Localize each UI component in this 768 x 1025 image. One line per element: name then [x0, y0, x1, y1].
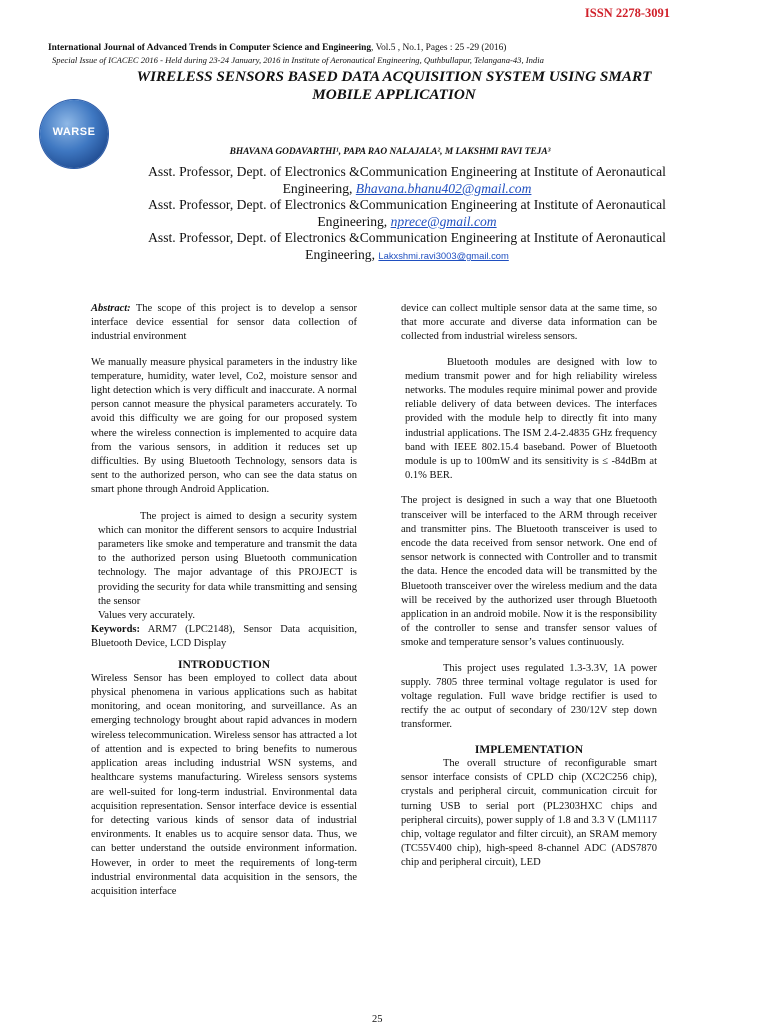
abstract-paragraph: [91, 302, 357, 345]
affiliation-3: [120, 229, 694, 264]
project-design-paragraph: The project is designed in such a way that one Bluetooth transceiver will be interfaced to the ARM through receiver and transmitter pins. The Bluetooth transceiver is used to encode the data received from sensor network. One end of sensor network is connected with Controller and to transmit the data. Hence the encoded data will be transmitted by the Bluetooth transceiver over the wireless medium and the data will be received by the authorized user through Bluetooth application in an android mobile. Now it is the responsibility of the controller to sense and transfer sensor values of smoke and temperature sensor’s values continuously.: [401, 495, 657, 649]
introduction-text: Wireless Sensor has been employed to collect data about physical phenomena in various applications such as habitat monitoring, and ocean monitoring, and surveillance. As an emerging technology brought about rapid advances in modern wireless telecommunication. Wireless sensor has attracted a lot of attention and is expected to bring benefits to numerous application areas including industrial WSN systems, and healthcare systems manufacturing. Wireless sensors systems are well-suited for long-term industrial. Environmental data acquisition representation. Sensor interface device is essential for detecting various kinds of sensor data of industrial environments. It enables us to acquire sensor data. Thus, we can better understand the outside environment information. However, in order to meet the requirements of long-term industrial environmental data acquisition in the sensors, the acquisition interface: [91, 672, 357, 897]
journal-volume-info: , Vol.5 , No.1, Pages : 25 -29 (2016): [371, 43, 507, 53]
affiliation-1-line-1: Asst. Professor, Dept. of Electronics &Communication Engineering at Institute of Aeronautical: [148, 164, 666, 179]
implementation-text: The overall structure of reconfigurable smart sensor interface consists of CPLD chip (XC2C256 chip), crystals and peripheral circuit, communication circuit for turning USB to serial port (PL2303HXC chips and peripheral circuits), power supply of 1.8 and 3.3 V (LM1117 chip, voltage regulator and filter circuit), an SRAM memory (TC55V400 chip), high-speed 8-channel ADC (ADS7870 chip and peripheral circuit), LED: [401, 757, 657, 869]
warse-logo-text: WARSE: [52, 126, 96, 138]
project-aim-tail: Values very accurately.: [98, 610, 195, 622]
email-link-3[interactable]: Lakxshmi.ravi3003@gmail.com: [378, 250, 509, 261]
implementation-heading: IMPLEMENTATION: [474, 743, 584, 756]
right-paragraph-1: device can collect multiple sensor data at the same time, so that more accurate and diverse data information can be collected from industrial wireless sensors.: [401, 303, 657, 343]
paper-title-line-1: WIRELESS SENSORS BASED DATA ACQUISITION SYSTEM USING SMART: [136, 68, 652, 85]
affiliation-3-line-1: Asst. Professor, Dept. of Electronics &Communication Engineering at Institute of Aeronautical: [148, 230, 666, 245]
power-supply-paragraph: This project uses regulated 1.3-3.3V, 1A power supply. 7805 three terminal voltage regulator is used for voltage regulation. Full wave bridge rectifier is used to rectify the ac output of secondary of 230/12V step down transformer.: [401, 662, 657, 731]
affiliation-3-line-2: [120, 246, 694, 264]
journal-header: [48, 42, 728, 54]
paper-title: [104, 68, 684, 104]
affiliation-3-institution: Engineering,: [305, 247, 379, 262]
right-column: [401, 302, 657, 871]
keywords-text: ARM7 (LPC2148), Sensor Data acquisition, Bluetooth Device, LCD Display: [91, 624, 357, 650]
paper-title-line-2: MOBILE APPLICATION: [312, 86, 476, 103]
affiliation-2: [120, 196, 694, 230]
affiliation-1-line-2: [120, 180, 694, 197]
issn-label: ISSN 2278-3091: [584, 6, 670, 20]
email-link-2[interactable]: nprece@gmail.com: [390, 214, 497, 229]
introduction-heading: INTRODUCTION: [177, 658, 270, 671]
special-issue-line: Special Issue of ICACEC 2016 - Held during 23-24 January, 2016 in Institute of Aeronautical Engineering, Quthbullapur, Telangana-43, India: [52, 55, 544, 65]
author-list: BHAVANA GODAVARTHI¹, PAPA RAO NALAJALA², M LAKSHMI RAVI TEJA³: [229, 147, 551, 157]
left-column: [91, 302, 357, 899]
affiliation-2-line-2: [120, 213, 694, 230]
project-aim-paragraph: The project is aimed to design a security system which can monitor the different sensors to acquire Industrial parameters like smoke and temperature and transmit the data to the authorized person using Bluetooth communication technology. The major advantage of this PROJECT is providing the security for data while transmitting and sensing the sensor: [98, 510, 357, 607]
affiliation-1-institution: Engineering,: [282, 181, 356, 196]
page-number: 25: [372, 1014, 383, 1025]
abstract-text: The scope of this project is to develop a sensor interface device essential for sensor data collection of industrial environment: [91, 303, 357, 343]
keywords-label: Keywords:: [91, 624, 140, 636]
email-link-1[interactable]: Bhavana.bhanu402@gmail.com: [355, 181, 532, 196]
affiliation-1: [120, 163, 694, 197]
keywords-paragraph: [91, 623, 357, 651]
affiliation-2-line-1: Asst. Professor, Dept. of Electronics &Communication Engineering at Institute of Aeronautical: [148, 197, 666, 212]
journal-name: International Journal of Advanced Trends in Computer Science and Engineering: [48, 43, 372, 53]
abstract-label: Abstract:: [91, 303, 131, 314]
intro-paragraph-1: We manually measure physical parameters in the industry like temperature, humidity, water level, Co2, moisture sensor and light detection which is very difficult and inaccurate. A normal person cannot measure the physical parameters accurately. To avoid this difficulty we are going for our proposed system where the wireless connection is implemented to acquire data from the various sensors, in addition it reduces set up difficulties. By using Bluetooth Technology, sensors data is sent to the authorized person, who can see the data status on smart phone through Android Application.: [91, 356, 357, 496]
bluetooth-modules-paragraph: Bluetooth modules are designed with low to medium transmit power and for high reliability wireless networks. The modules require minimal power and provide reliable delivery of data between devices. The interfaces provided with the module help to directly fit into many industrial applications. The ISM 2.4-2.4835 GHz frequency band with IEEE 802.15.4 baseband. Power of Bluetooth module is up to 100mW and its sensitivity is ≤ -84dBm at 0.1% BER.: [405, 356, 657, 482]
affiliation-2-institution: Engineering,: [317, 214, 391, 229]
